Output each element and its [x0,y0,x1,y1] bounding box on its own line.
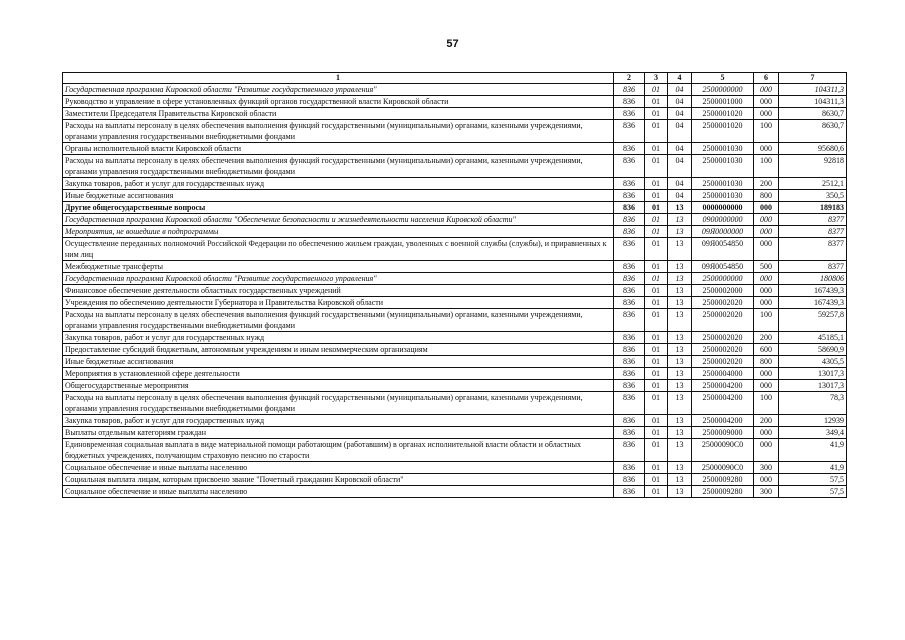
row-expense-type-cell: 300 [754,462,779,474]
row-subsection-cell: 13 [668,309,692,332]
row-amount-cell: 8630,7 [779,108,847,120]
row-target-article-cell: 0000000000 [692,202,754,214]
row-subsection-cell: 13 [668,297,692,309]
row-expense-type-cell: 000 [754,226,779,238]
row-name-cell: Закупка товаров, работ и услуг для государственных нужд [63,332,614,344]
row-section-cell: 01 [645,178,668,190]
header-cell-section: 3 [645,73,668,84]
row-ministry-cell: 836 [614,261,645,273]
table-body [63,84,847,498]
row-ministry-cell: 836 [614,155,645,178]
budget-table [62,72,847,498]
row-amount-cell: 8630,7 [779,120,847,143]
row-name-cell: Мероприятия в установленной сфере деятельности [63,368,614,380]
row-section-cell: 01 [645,202,668,214]
header-cell-expense-type: 6 [754,73,779,84]
row-amount-cell: 95680,6 [779,143,847,155]
row-amount-cell: 167439,3 [779,297,847,309]
row-amount-cell: 59257,8 [779,309,847,332]
row-target-article-cell: 09Я0000000 [692,226,754,238]
row-ministry-cell: 836 [614,332,645,344]
row-ministry-cell: 836 [614,190,645,202]
row-subsection-cell: 13 [668,427,692,439]
row-ministry-cell: 836 [614,415,645,427]
row-target-article-cell: 2500002000 [692,285,754,297]
row-ministry-cell: 836 [614,285,645,297]
row-subsection-cell: 13 [668,273,692,285]
header-cell-subsection: 4 [668,73,692,84]
row-expense-type-cell: 100 [754,120,779,143]
row-amount-cell: 45185,1 [779,332,847,344]
row-section-cell: 01 [645,96,668,108]
row-section-cell: 01 [645,285,668,297]
table-row [63,297,847,309]
row-amount-cell: 350,5 [779,190,847,202]
row-target-article-cell: 2500009280 [692,474,754,486]
row-expense-type-cell: 000 [754,238,779,261]
row-name-cell: Расходы на выплаты персоналу в целях обеспечения выполнения функций государственными (муниципальными) органами, казенными учреждениями, органами управления государственными внебюджетными фондами [63,155,614,178]
row-amount-cell: 13017,3 [779,368,847,380]
row-ministry-cell: 836 [614,462,645,474]
row-expense-type-cell: 000 [754,143,779,155]
row-section-cell: 01 [645,261,668,273]
row-name-cell: Органы исполнительной власти Кировской области [63,143,614,155]
row-target-article-cell: 2500004200 [692,415,754,427]
row-ministry-cell: 836 [614,486,645,498]
row-expense-type-cell: 000 [754,273,779,285]
row-section-cell: 01 [645,238,668,261]
row-section-cell: 01 [645,439,668,462]
row-expense-type-cell: 100 [754,155,779,178]
header-cell-name: 1 [63,73,614,84]
row-expense-type-cell: 000 [754,285,779,297]
row-name-cell: Мероприятия, не вошедшие в подпрограммы [63,226,614,238]
row-expense-type-cell: 000 [754,202,779,214]
row-amount-cell: 8377 [779,214,847,226]
row-amount-cell: 189183 [779,202,847,214]
row-target-article-cell: 09Я0054850 [692,261,754,273]
row-expense-type-cell: 300 [754,486,779,498]
row-expense-type-cell: 000 [754,474,779,486]
table-row [63,344,847,356]
row-amount-cell: 78,3 [779,392,847,415]
row-amount-cell: 180806 [779,273,847,285]
row-target-article-cell: 2500002020 [692,297,754,309]
row-target-article-cell: 0900000000 [692,214,754,226]
row-ministry-cell: 836 [614,356,645,368]
table-row [63,356,847,368]
row-section-cell: 01 [645,214,668,226]
row-section-cell: 01 [645,427,668,439]
row-name-cell: Заместители Председателя Правительства Кировской области [63,108,614,120]
row-ministry-cell: 836 [614,309,645,332]
row-amount-cell: 8377 [779,261,847,273]
page-number: 57 [446,38,459,50]
row-amount-cell: 104311,3 [779,96,847,108]
table-row [63,261,847,273]
row-expense-type-cell: 000 [754,84,779,96]
header-cell-amount: 7 [779,73,847,84]
row-name-cell: Расходы на выплаты персоналу в целях обеспечения выполнения функций государственными (муниципальными) органами, казенными учреждениями, органами управления государственными внебюджетными фондами [63,120,614,143]
row-subsection-cell: 13 [668,486,692,498]
row-name-cell: Руководство и управление в сфере установленных функций органов государственной власти Кировской области [63,96,614,108]
row-amount-cell: 4305,5 [779,356,847,368]
row-name-cell: Социальное обеспечение и иные выплаты населению [63,486,614,498]
table-row [63,309,847,332]
row-name-cell: Государственная программа Кировской области "Развитие государственного управления" [63,273,614,285]
row-expense-type-cell: 500 [754,261,779,273]
row-ministry-cell: 836 [614,368,645,380]
row-expense-type-cell: 600 [754,344,779,356]
row-subsection-cell: 04 [668,190,692,202]
row-section-cell: 01 [645,344,668,356]
row-subsection-cell: 13 [668,462,692,474]
row-name-cell: Финансовое обеспечение деятельности областных государственных учреждений [63,285,614,297]
row-subsection-cell: 13 [668,285,692,297]
row-subsection-cell: 04 [668,155,692,178]
row-ministry-cell: 836 [614,120,645,143]
table-row [63,214,847,226]
row-subsection-cell: 13 [668,392,692,415]
table-row [63,120,847,143]
header-cell-target-article: 5 [692,73,754,84]
table-row [63,178,847,190]
table-row [63,439,847,462]
table-row [63,202,847,214]
row-section-cell: 01 [645,297,668,309]
row-subsection-cell: 13 [668,202,692,214]
row-subsection-cell: 04 [668,108,692,120]
row-target-article-cell: 2500001030 [692,155,754,178]
row-amount-cell: 104311,3 [779,84,847,96]
row-subsection-cell: 04 [668,178,692,190]
row-amount-cell: 12939 [779,415,847,427]
row-name-cell: Закупка товаров, работ и услуг для государственных нужд [63,415,614,427]
header-cell-ministry: 2 [614,73,645,84]
table-row [63,143,847,155]
row-name-cell: Государственная программа Кировской области "Развитие государственного управления" [63,84,614,96]
row-section-cell: 01 [645,226,668,238]
table-row [63,332,847,344]
row-subsection-cell: 13 [668,380,692,392]
row-section-cell: 01 [645,190,668,202]
table-row [63,108,847,120]
row-target-article-cell: 2500004200 [692,392,754,415]
row-target-article-cell: 2500009000 [692,427,754,439]
row-amount-cell: 41,9 [779,439,847,462]
row-ministry-cell: 836 [614,214,645,226]
row-target-article-cell: 2500000000 [692,84,754,96]
row-name-cell: Социальное обеспечение и иные выплаты населению [63,462,614,474]
row-expense-type-cell: 000 [754,214,779,226]
row-name-cell: Расходы на выплаты персоналу в целях обеспечения выполнения функций государственными (муниципальными) органами, казенными учреждениями, органами управления государственными внебюджетными фондами [63,392,614,415]
row-amount-cell: 57,5 [779,486,847,498]
table-row [63,415,847,427]
row-ministry-cell: 836 [614,380,645,392]
row-name-cell: Единовременная социальная выплата в виде материальной помощи работающим (работавшим) в органах исполнительной власти области и областных бюджетных учреждениях, получающим страховую пенсию по старости [63,439,614,462]
row-name-cell: Иные бюджетные ассигнования [63,356,614,368]
row-subsection-cell: 13 [668,415,692,427]
row-ministry-cell: 836 [614,392,645,415]
row-name-cell: Учреждения по обеспечению деятельности Губернатора и Правительства Кировской области [63,297,614,309]
row-amount-cell: 349,4 [779,427,847,439]
row-name-cell: Межбюджетные трансферты [63,261,614,273]
table-row [63,190,847,202]
row-subsection-cell: 04 [668,120,692,143]
row-section-cell: 01 [645,273,668,285]
row-subsection-cell: 13 [668,356,692,368]
table-row [63,84,847,96]
row-section-cell: 01 [645,474,668,486]
row-ministry-cell: 836 [614,202,645,214]
row-ministry-cell: 836 [614,96,645,108]
table-row [63,238,847,261]
row-section-cell: 01 [645,143,668,155]
row-subsection-cell: 13 [668,332,692,344]
row-expense-type-cell: 100 [754,392,779,415]
row-target-article-cell: 2500002020 [692,309,754,332]
row-section-cell: 01 [645,415,668,427]
table-row [63,226,847,238]
table-row [63,427,847,439]
row-target-article-cell: 25000090С0 [692,439,754,462]
table-row [63,155,847,178]
row-target-article-cell: 2500000000 [692,273,754,285]
row-ministry-cell: 836 [614,439,645,462]
row-name-cell: Расходы на выплаты персоналу в целях обеспечения выполнения функций государственными (муниципальными) органами, казенными учреждениями, органами управления государственными внебюджетными фондами [63,309,614,332]
row-section-cell: 01 [645,120,668,143]
row-name-cell: Осуществление переданных полномочий Российской Федерации по обеспечению жильем граждан, уволенных с военной службы (службы), и приравненных к ним лиц [63,238,614,261]
row-expense-type-cell: 800 [754,190,779,202]
table-row [63,462,847,474]
row-ministry-cell: 836 [614,108,645,120]
row-name-cell: Общегосударственные мероприятия [63,380,614,392]
row-section-cell: 01 [645,392,668,415]
row-expense-type-cell: 100 [754,309,779,332]
row-amount-cell: 92818 [779,155,847,178]
row-section-cell: 01 [645,108,668,120]
row-amount-cell: 57,5 [779,474,847,486]
row-target-article-cell: 2500001030 [692,178,754,190]
row-expense-type-cell: 000 [754,380,779,392]
row-ministry-cell: 836 [614,238,645,261]
row-ministry-cell: 836 [614,226,645,238]
row-target-article-cell: 25000090С0 [692,462,754,474]
row-subsection-cell: 13 [668,261,692,273]
row-subsection-cell: 13 [668,238,692,261]
row-ministry-cell: 836 [614,344,645,356]
row-section-cell: 01 [645,486,668,498]
table-row [63,285,847,297]
row-subsection-cell: 04 [668,143,692,155]
row-ministry-cell: 836 [614,143,645,155]
row-ministry-cell: 836 [614,427,645,439]
row-target-article-cell: 2500002020 [692,356,754,368]
table-row [63,486,847,498]
row-section-cell: 01 [645,368,668,380]
row-target-article-cell: 2500001030 [692,190,754,202]
row-ministry-cell: 836 [614,273,645,285]
table-row [63,392,847,415]
row-name-cell: Другие общегосударственные вопросы [63,202,614,214]
row-subsection-cell: 04 [668,84,692,96]
row-expense-type-cell: 000 [754,96,779,108]
row-subsection-cell: 13 [668,226,692,238]
table-row [63,474,847,486]
table-row [63,380,847,392]
row-amount-cell: 13017,3 [779,380,847,392]
row-target-article-cell: 2500001000 [692,96,754,108]
row-subsection-cell: 13 [668,439,692,462]
row-expense-type-cell: 000 [754,439,779,462]
row-name-cell: Предоставление субсидий бюджетным, автономным учреждениям и иным некоммерческим организациям [63,344,614,356]
row-target-article-cell: 2500002020 [692,332,754,344]
row-section-cell: 01 [645,309,668,332]
row-amount-cell: 8377 [779,226,847,238]
row-subsection-cell: 13 [668,214,692,226]
row-ministry-cell: 836 [614,474,645,486]
row-name-cell: Социальная выплата лицам, которым присвоено звание "Почетный гражданин Кировской области" [63,474,614,486]
row-section-cell: 01 [645,84,668,96]
row-expense-type-cell: 200 [754,332,779,344]
row-subsection-cell: 13 [668,474,692,486]
row-name-cell: Государственная программа Кировской области "Обеспечение безопасности и жизнедеятельности населения Кировской области" [63,214,614,226]
table-row [63,368,847,380]
row-amount-cell: 167439,3 [779,285,847,297]
row-subsection-cell: 13 [668,368,692,380]
row-expense-type-cell: 200 [754,178,779,190]
row-section-cell: 01 [645,380,668,392]
row-amount-cell: 58690,9 [779,344,847,356]
row-name-cell: Иные бюджетные ассигнования [63,190,614,202]
row-ministry-cell: 836 [614,84,645,96]
row-target-article-cell: 2500004000 [692,368,754,380]
row-expense-type-cell: 000 [754,368,779,380]
row-section-cell: 01 [645,155,668,178]
row-target-article-cell: 2500001020 [692,108,754,120]
row-section-cell: 01 [645,356,668,368]
table-row [63,96,847,108]
row-target-article-cell: 2500009280 [692,486,754,498]
row-expense-type-cell: 200 [754,415,779,427]
table-row [63,273,847,285]
row-expense-type-cell: 000 [754,297,779,309]
row-amount-cell: 8377 [779,238,847,261]
row-expense-type-cell: 800 [754,356,779,368]
row-expense-type-cell: 000 [754,108,779,120]
row-target-article-cell: 2500002020 [692,344,754,356]
table-header-row [63,73,847,84]
row-ministry-cell: 836 [614,178,645,190]
row-subsection-cell: 13 [668,344,692,356]
row-name-cell: Выплаты отдельным категориям граждан [63,427,614,439]
row-amount-cell: 41,9 [779,462,847,474]
row-target-article-cell: 09Я0054850 [692,238,754,261]
row-amount-cell: 2512,1 [779,178,847,190]
row-target-article-cell: 2500004200 [692,380,754,392]
row-name-cell: Закупка товаров, работ и услуг для государственных нужд [63,178,614,190]
row-target-article-cell: 2500001020 [692,120,754,143]
row-section-cell: 01 [645,462,668,474]
row-expense-type-cell: 000 [754,427,779,439]
row-ministry-cell: 836 [614,297,645,309]
row-target-article-cell: 2500001030 [692,143,754,155]
row-subsection-cell: 04 [668,96,692,108]
row-section-cell: 01 [645,332,668,344]
